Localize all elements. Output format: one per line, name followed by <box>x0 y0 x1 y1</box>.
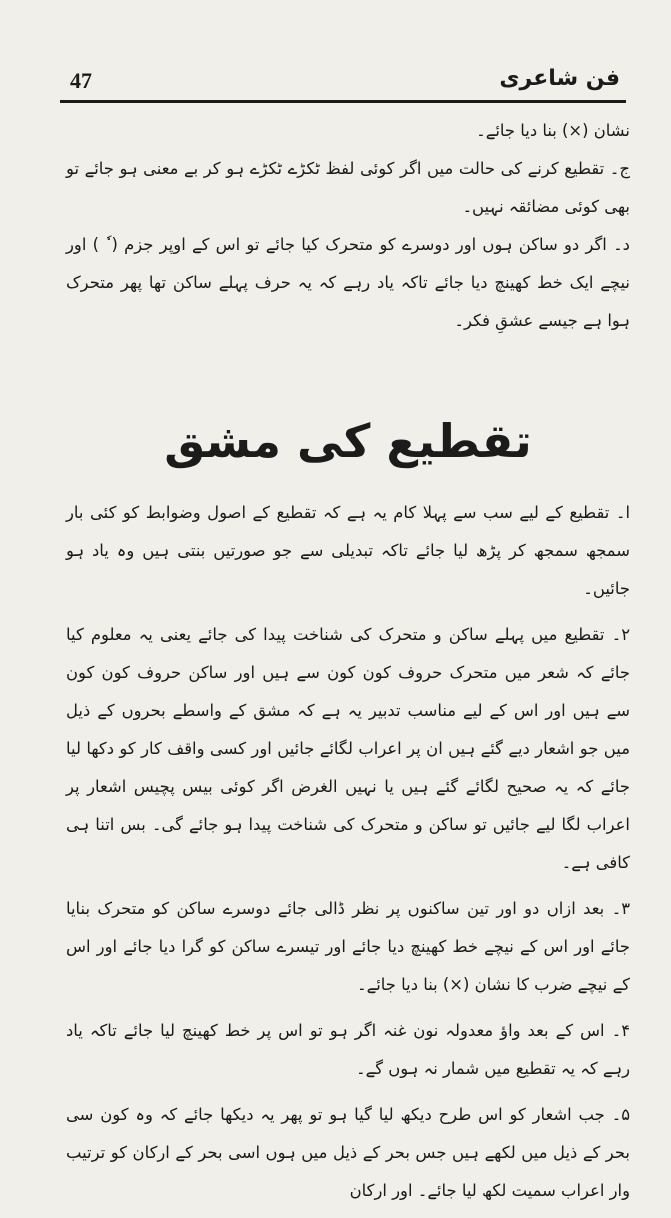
paragraph-4: ۴۔ اس کے بعد واؤ معدولہ نون غنہ اگر ہو تو اس پر خط کھینچ لیا جائے تاکہ یاد رہے کہ یہ تقطیع میں شمار نہ ہوں گے۔ <box>66 1021 630 1078</box>
paragraph-mark-note: نشان (×) بنا دیا جائے۔ <box>476 121 630 140</box>
numbered-text-block <box>66 494 630 1218</box>
paragraph-2: ۲۔ تقطیع میں پہلے ساکن و متحرک کی شناخت پیدا کی جائے یعنی یہ معلوم کیا جائے کہ شعر میں متحرک حروف کون کون سے ہیں اور ساکن حروف کون کون سے ہیں اور اس کے لیے مناسب تدبیر یہ ہے کہ مشق کے واسطے بحروں کے ذیل میں جو اشعار دیے گئے ہیں ان پر اعراب لگائے جائیں اور کسی واقف کار کو دکھا لیا جائے کہ یہ صحیح لگائے گئے ہیں یا نہیں الغرض اگر کوئی بیس پچیس اشعار پر اعراب لگا لیے جائیں تو ساکن و متحرک کی شناخت پیدا ہو جائے گی۔ بس اتنا ہی کافی ہے۔ <box>66 625 630 872</box>
page-header <box>60 64 626 104</box>
paragraph-jeem: ج۔ تقطیع کرنے کی حالت میں اگر کوئی لفظ ٹکڑے ٹکڑے ہو کر بے معنی ہو جائے تو بھی کوئی مضائقہ نہیں۔ <box>66 159 630 216</box>
page-number: 47 <box>70 68 92 93</box>
paragraph-1: ا۔ تقطیع کے لیے سب سے پہلا کام یہ ہے کہ تقطیع کے اصول وضوابط کو کئی بار سمجھ سمجھ کر پڑھ لیا جائے تاکہ تبدیلی سے جو صورتیں بنتی ہیں وہ یاد ہو جائیں۔ <box>66 503 630 598</box>
header-rule <box>60 100 626 103</box>
top-text-block <box>66 112 630 340</box>
paragraph-daal: د۔ اگر دو ساکن ہوں اور دوسرے کو متحرک کیا جائے تو اس کے اوپر جزم ( ٗ ) اور نیچے ایک خط کھینچ دیا جائے تاکہ یاد رہے کہ یہ حرف پہلے ساکن تھا پھر متحرک ہوا ہے جیسے عشقِ فکر۔ <box>66 235 630 330</box>
section-heading: تقطیع کی مشق <box>164 413 532 468</box>
running-title: فن شاعری <box>499 66 620 91</box>
paragraph-5: ۵۔ جب اشعار کو اس طرح دیکھ لیا گیا ہو تو پھر یہ دیکھا جائے کہ وہ کون سی بحر کے ذیل میں لکھے ہیں جس بحر کے ذیل میں ہوں اسی بحر کے ارکان کو ترتیب وار اعراب سمیت لکھ لیا جائے۔ اور ارکان <box>66 1105 630 1200</box>
paragraph-3: ۳۔ بعد ازاں دو اور تین ساکنوں پر نظر ڈالی جائے دوسرے ساکن کو متحرک بنایا جائے اور اس کے نیچے خط کھینچ دیا جائے اور تیسرے ساکن کو گرا دیا جائے اور اس کے نیچے ضرب کا نشان (×) بنا دیا جائے۔ <box>66 899 630 994</box>
